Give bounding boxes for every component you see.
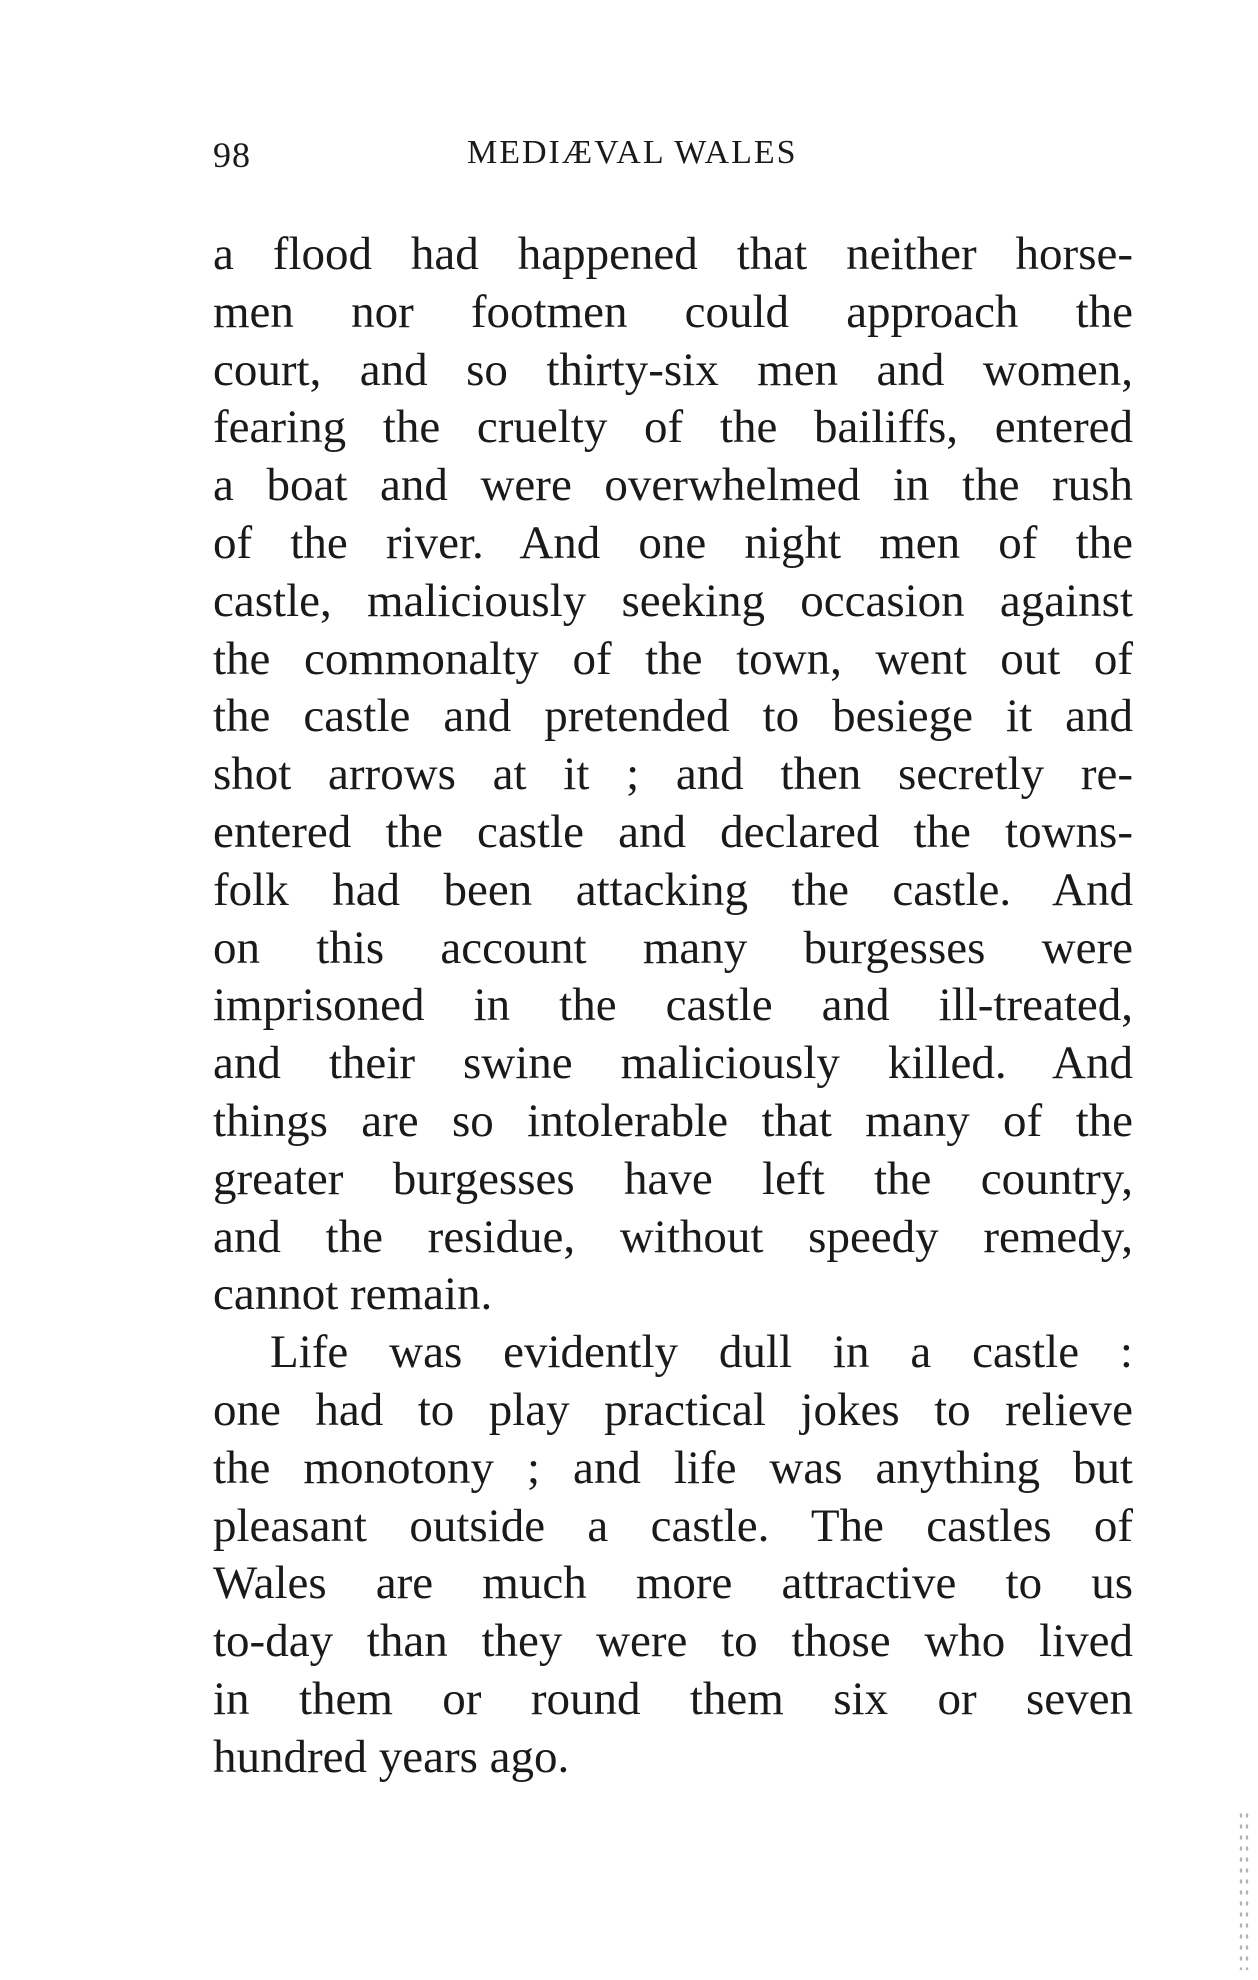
text-line: the castle and pretended to besiege it and <box>213 690 1133 743</box>
text-line: imprisoned in the castle and ill-treated, <box>213 979 1133 1032</box>
text-line: pleasant outside a castle. The castles of <box>213 1499 1133 1552</box>
running-title: MEDIÆVAL WALES <box>467 134 798 171</box>
text-line: men nor footmen could approach the <box>213 285 1133 338</box>
text-line: entered the castle and declared the towns- <box>213 805 1133 858</box>
paragraph <box>213 226 1133 1324</box>
text-line: Wales are much more attractive to us <box>213 1557 1133 1610</box>
text-line: cannot remain. <box>213 1268 493 1321</box>
paragraph <box>213 1324 1133 1786</box>
text-line: court, and so thirty-six men and women, <box>213 343 1133 396</box>
text-line: folk had been attacking the castle. And <box>213 863 1133 916</box>
text-line: in them or round them six or seven <box>213 1672 1133 1725</box>
text-line: a boat and were overwhelmed in the rush <box>213 459 1133 512</box>
page-edge-speckle <box>1238 1810 1250 1970</box>
text-line: Life was evidently dull in a castle : <box>270 1326 1133 1379</box>
text-line: of the river. And one night men of the <box>213 516 1133 569</box>
text-line: hundred years ago. <box>213 1730 570 1783</box>
page-number: 98 <box>213 135 251 175</box>
text-line: things are so intolerable that many of the <box>213 1094 1133 1147</box>
text-line: on this account many burgesses were <box>213 921 1133 974</box>
text-line: shot arrows at it ; and then secretly re- <box>213 748 1133 801</box>
text-line: and their swine maliciously killed. And <box>213 1037 1133 1090</box>
text-line: the commonalty of the town, went out of <box>213 632 1133 685</box>
body-text <box>213 226 1133 1787</box>
text-line: to-day than they were to those who lived <box>213 1615 1133 1668</box>
text-line: a flood had happened that neither horse- <box>213 228 1133 280</box>
text-line: castle, maliciously seeking occasion against <box>213 574 1133 627</box>
text-line: and the residue, without speedy remedy, <box>213 1210 1133 1263</box>
text-line: fearing the cruelty of the bailiffs, entered <box>213 401 1133 454</box>
text-line: the monotony ; and life was anything but <box>213 1441 1133 1494</box>
running-head <box>213 134 1133 184</box>
text-line: greater burgesses have left the country, <box>213 1152 1133 1205</box>
text-line: one had to play practical jokes to relieve <box>213 1383 1133 1436</box>
